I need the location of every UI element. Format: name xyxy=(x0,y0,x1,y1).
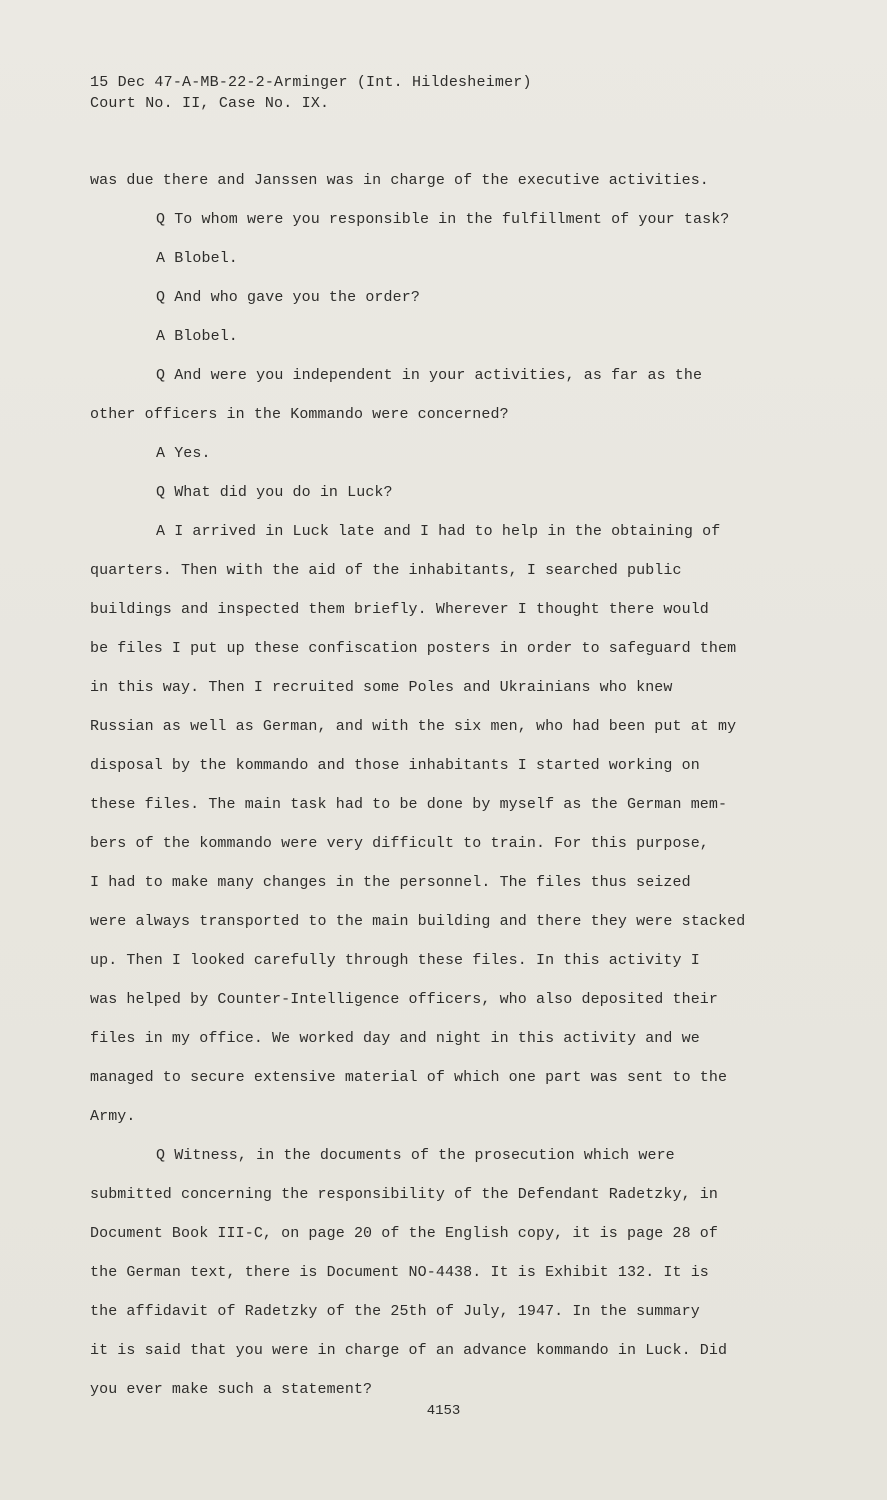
transcript-line: be files I put up these confiscation posters in order to safeguard them xyxy=(90,640,737,657)
transcript-line: the German text, there is Document NO-4438. It is Exhibit 132. It is xyxy=(90,1264,709,1281)
transcript-line: Q Witness, in the documents of the prosecution which were xyxy=(156,1147,675,1164)
transcript-line: Q And who gave you the order? xyxy=(156,289,420,306)
transcript-line: Army. xyxy=(90,1108,136,1125)
transcript-line: A Blobel. xyxy=(156,250,238,267)
transcript-line: was helped by Counter-Intelligence officers, who also deposited their xyxy=(90,991,719,1008)
transcript-line: A I arrived in Luck late and I had to help in the obtaining of xyxy=(156,523,721,540)
transcript-line: it is said that you were in charge of an advance kommando in Luck. Did xyxy=(90,1342,728,1359)
document-header xyxy=(90,72,532,114)
transcript-line: disposal by the kommando and those inhabitants I started working on xyxy=(90,757,700,774)
transcript-line: quarters. Then with the aid of the inhabitants, I searched public xyxy=(90,562,682,579)
transcript-line: Q To whom were you responsible in the fulfillment of your task? xyxy=(156,211,730,228)
transcript-line: bers of the kommando were very difficult to train. For this purpose, xyxy=(90,835,709,852)
transcript-line: Q And were you independent in your activities, as far as the xyxy=(156,367,703,384)
page-number: 4153 xyxy=(426,1403,461,1419)
transcript-line: submitted concerning the responsibility of the Defendant Radetzky, in xyxy=(90,1186,719,1203)
transcript-body xyxy=(90,168,800,1416)
transcript-line: was due there and Janssen was in charge of the executive activities. xyxy=(90,172,709,189)
transcript-line: Q What did you do in Luck? xyxy=(156,484,393,501)
transcript-line: files in my office. We worked day and night in this activity and we xyxy=(90,1030,700,1047)
transcript-line: up. Then I looked carefully through these files. In this activity I xyxy=(90,952,700,969)
transcript-line: managed to secure extensive material of which one part was sent to the xyxy=(90,1069,728,1086)
transcript-line: you ever make such a statement? xyxy=(90,1381,373,1398)
transcript-line: buildings and inspected them briefly. Wherever I thought there would xyxy=(90,601,709,618)
transcript-line: Document Book III-C, on page 20 of the English copy, it is page 28 of xyxy=(90,1225,719,1242)
header-line-1: 15 Dec 47-A-MB-22-2-Arminger (Int. Hildesheimer) xyxy=(90,74,532,91)
transcript-line: other officers in the Kommando were concerned? xyxy=(90,406,509,423)
transcript-line: were always transported to the main building and there they were stacked xyxy=(90,913,746,930)
transcript-line: I had to make many changes in the personnel. The files thus seized xyxy=(90,874,691,891)
transcript-line: A Yes. xyxy=(156,445,211,462)
transcript-line: these files. The main task had to be done by myself as the German mem- xyxy=(90,796,728,813)
header-line-2: Court No. II, Case No. IX. xyxy=(90,95,330,112)
transcript-line: the affidavit of Radetzky of the 25th of July, 1947. In the summary xyxy=(90,1303,700,1320)
transcript-line: Russian as well as German, and with the six men, who had been put at my xyxy=(90,718,737,735)
transcript-line: A Blobel. xyxy=(156,328,238,345)
transcript-line: in this way. Then I recruited some Poles and Ukrainians who knew xyxy=(90,679,673,696)
